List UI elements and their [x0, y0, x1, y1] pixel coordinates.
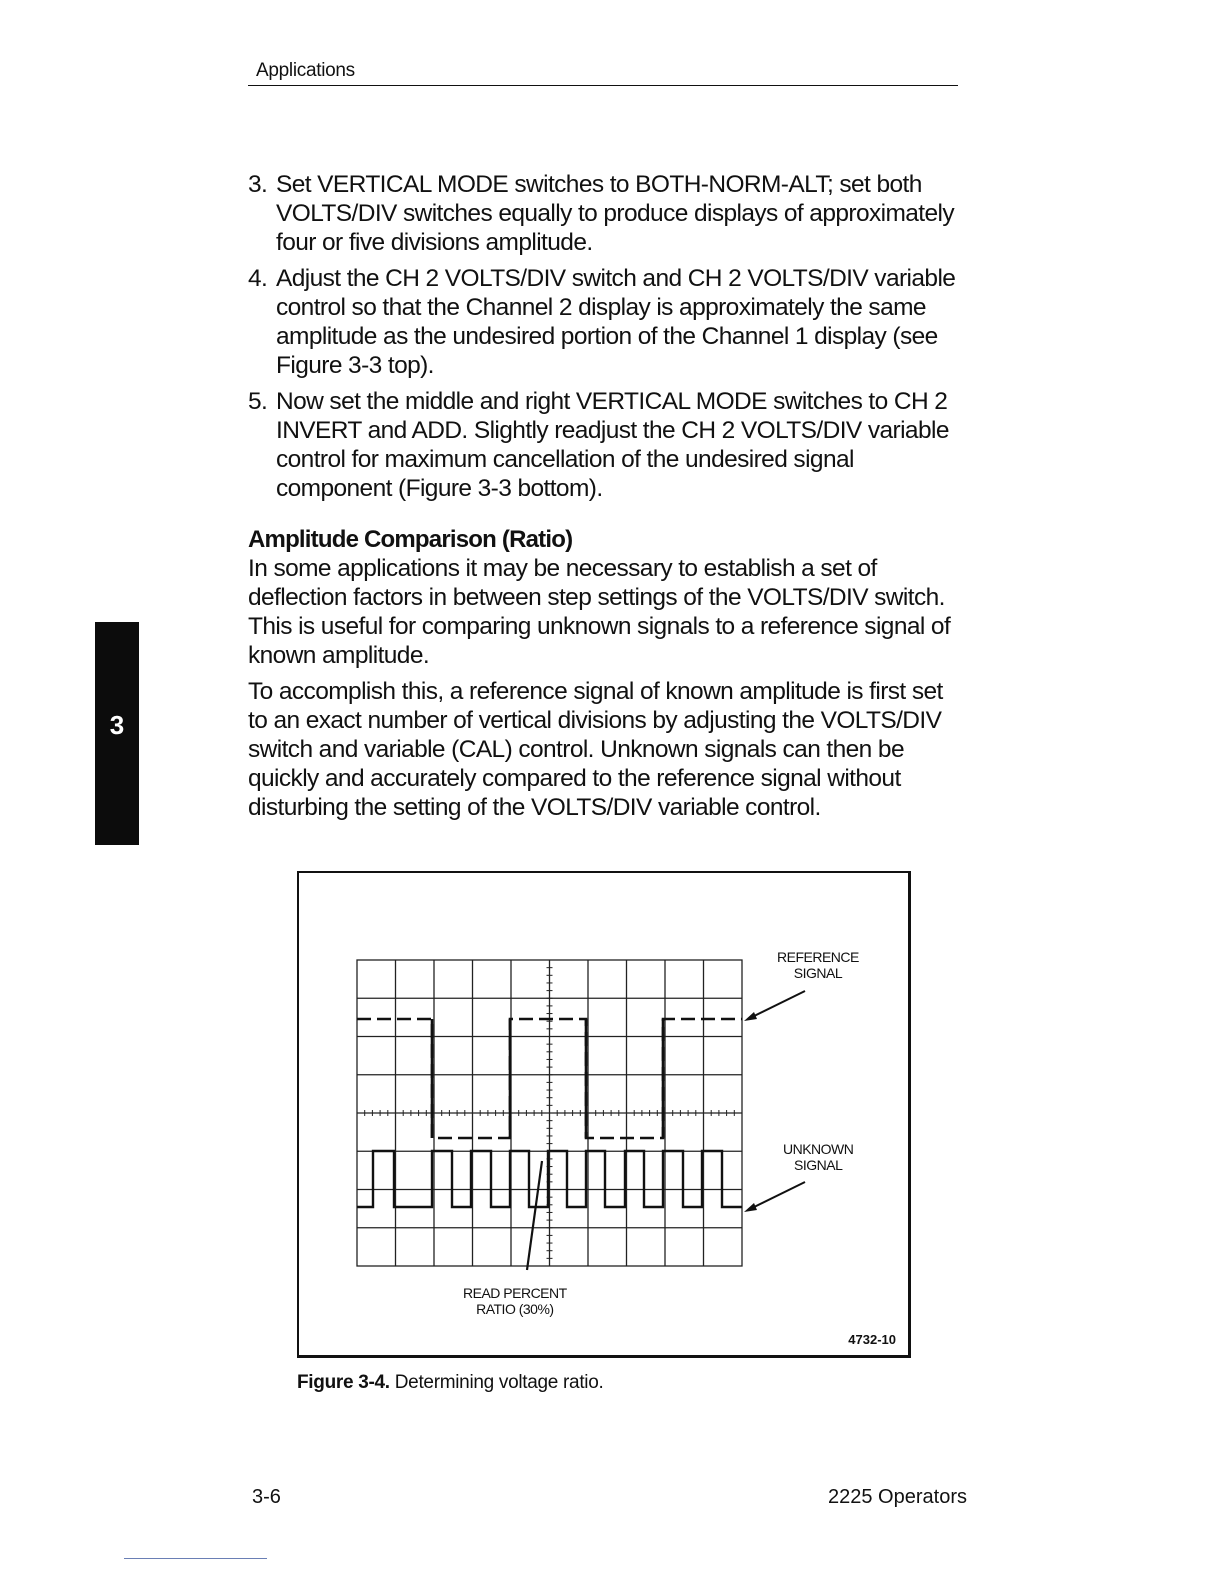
header-label: Applications — [256, 60, 355, 81]
step-text: Set VERTICAL MODE switches to BOTH-NORM-ALT; set both VOLTS/DIV switches equally to produce displays of approximately four or five divisions amplitude. — [276, 171, 955, 256]
step-number: 4. — [248, 265, 268, 292]
footer-rule — [124, 1558, 267, 1559]
procedure-steps — [248, 170, 964, 510]
step-text: Adjust the CH 2 VOLTS/DIV switch and CH 2 VOLTS/DIV variable control so that the Channel 2 display is approximately the same amplitude as the undesired portion of the Channel 1 display (see Figure 3-3 top). — [276, 265, 956, 379]
figure-caption-label: Figure 3-4. — [297, 1372, 390, 1393]
figure-caption-text: Determining voltage ratio. — [394, 1372, 604, 1393]
figure-box — [297, 871, 911, 1358]
footer-manual-title: 2225 Operators — [828, 1486, 967, 1508]
unknown-arrowhead — [744, 1203, 757, 1212]
header-rule — [248, 85, 958, 86]
section-paragraph: To accomplish this, a reference signal of known amplitude is first set to an exact number of vertical divisions by adjusting the VOLTS/DIV switch and variable (CAL) control. Unknown signals can then be quickly and accurately compared to the reference signal without disturbing the setting of the VOLTS/DIV variable control. — [248, 678, 943, 821]
step-number: 5. — [248, 388, 268, 415]
step-item — [248, 170, 964, 257]
step-number: 3. — [248, 171, 268, 198]
reference-arrowhead — [744, 1012, 757, 1021]
step-item — [248, 264, 964, 380]
step-item — [248, 387, 964, 503]
step-text: Now set the middle and right VERTICAL MODE switches to CH 2 INVERT and ADD. Slightly readjust the CH 2 VOLTS/DIV variable control for maximum cancellation of the undesired signal component (Figure 3-3 bottom). — [276, 388, 949, 502]
section-tab-number: 3 — [109, 710, 125, 740]
footer-page-number: 3-6 — [252, 1486, 281, 1508]
reference-signal-label: REFERENCE SIGNAL — [777, 949, 859, 981]
unknown-arrow — [748, 1182, 805, 1210]
unknown-signal-label: UNKNOWN SIGNAL — [783, 1141, 854, 1173]
section-heading: Amplitude Comparison (Ratio) — [248, 526, 573, 553]
oscilloscope-diagram — [299, 873, 911, 1357]
figure-caption — [297, 1372, 603, 1394]
amplitude-comparison-section — [248, 525, 960, 829]
figure-id: 4732-10 — [848, 1332, 896, 1347]
section-paragraph: In some applications it may be necessary to establish a set of deflection factors in between step settings of the VOLTS/DIV switch. This is useful for comparing unknown signals to a reference signal of known amplitude. — [248, 555, 951, 669]
read-percent-label: READ PERCENT RATIO (30%) — [463, 1285, 567, 1317]
reference-arrow — [748, 991, 805, 1019]
section-tab — [95, 622, 139, 845]
